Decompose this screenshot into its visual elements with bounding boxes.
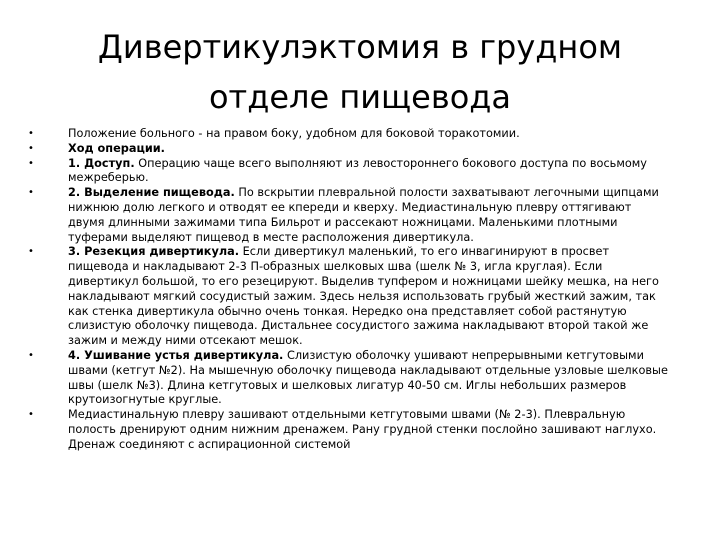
- bullet-text: [68, 157, 668, 187]
- bullet-body: Если дивертикул маленький, то его инвагинируют в просвет пищевода и накладывают 2-3 П-образных шелковых шва (шелк № 3, игла круглая). Если дивертикул большой, то его резецируют. Выделив тупфером и ножницами шейку мешка, на него накладывают мягкий сосудистый зажим. Здесь нельзя использовать грубый жесткий зажим, так как стенка дивертикула обычно очень тонкая. Нередко она представляет собой растянутую слизистую оболочку пищевода. Дистальнее сосудистого зажима накладывают второй такой же зажим и между ними отсекают мешок.: [68, 245, 659, 348]
- bullet-item-esophagus: [28, 186, 668, 245]
- bullet-item-position: [28, 127, 668, 142]
- slide-title-line-1: Дивертикулэктомия в грудном: [97, 28, 623, 66]
- bullet-body: Медиастинальную плевру зашивают отдельными кетгутовыми швами (№ 2-3). Плевральную полость дренируют одним нижним дренажем. Рану грудной стенки послойно зашивают наглухо. Дренаж соединяют с аспирационной системой: [68, 408, 657, 451]
- bullet-label: 4. Ушивание устья дивертикула.: [68, 348, 284, 362]
- slide-title-line-2: отделе пищевода: [208, 78, 512, 116]
- bullet-item-pleura: [28, 408, 668, 452]
- bullet-marker: •: [28, 128, 34, 139]
- bullet-body: Положение больного - на правом боку, удобном для боковой торакотомии.: [68, 127, 520, 140]
- bullet-body: Слизистую оболочку ушивают непрерывными кетгутовыми швами (кетгут №2). На мышечную оболочку пищевода накладывают отдельные узловые шелковые швы (шелк №3). Длина кетгутовых и шелковых лигатур 40-50 см. Иглы небольших размеров крутоизогнутые круглые.: [68, 348, 668, 407]
- bullet-text: [68, 349, 668, 408]
- bullet-item-access: [28, 157, 668, 187]
- bullet-body: По вскрытии плевральной полости захватывают легочными щипцами нижнюю долю легкого и отводят ее кпереди и кверху. Медиастинальную плевру оттягивают двумя длинными зажимами типа Бильрот и рассекают ножницами. Маленькими плотными туферами выделяют пищевод в месте расположения дивертикула.: [68, 186, 659, 244]
- bullet-marker: •: [28, 409, 34, 421]
- bullet-marker: •: [28, 157, 34, 169]
- bullet-body: Операцию чаще всего выполняют из левостороннего бокового доступа по восьмому межреберью.: [68, 156, 647, 185]
- bullet-item-suturing: [28, 349, 668, 408]
- bullet-list: [28, 127, 668, 453]
- bullet-marker: •: [28, 246, 34, 258]
- bullet-marker: •: [28, 142, 34, 154]
- bullet-marker: •: [28, 349, 34, 361]
- bullet-text: [68, 186, 668, 245]
- bullet-item-course: [28, 142, 668, 157]
- bullet-label: 3. Резекция дивертикула.: [68, 245, 240, 259]
- bullet-text: [68, 408, 668, 452]
- bullet-label: 1. Доступ.: [68, 156, 135, 170]
- bullet-text: [68, 245, 668, 349]
- bullet-label: Ход операции.: [68, 141, 165, 155]
- bullet-text: [68, 142, 668, 157]
- bullet-marker: •: [28, 187, 34, 199]
- bullet-item-resection: [28, 245, 668, 349]
- bullet-text: [68, 127, 668, 142]
- bullet-label: 2. Выделение пищевода.: [68, 186, 235, 200]
- slide-title: [60, 22, 660, 122]
